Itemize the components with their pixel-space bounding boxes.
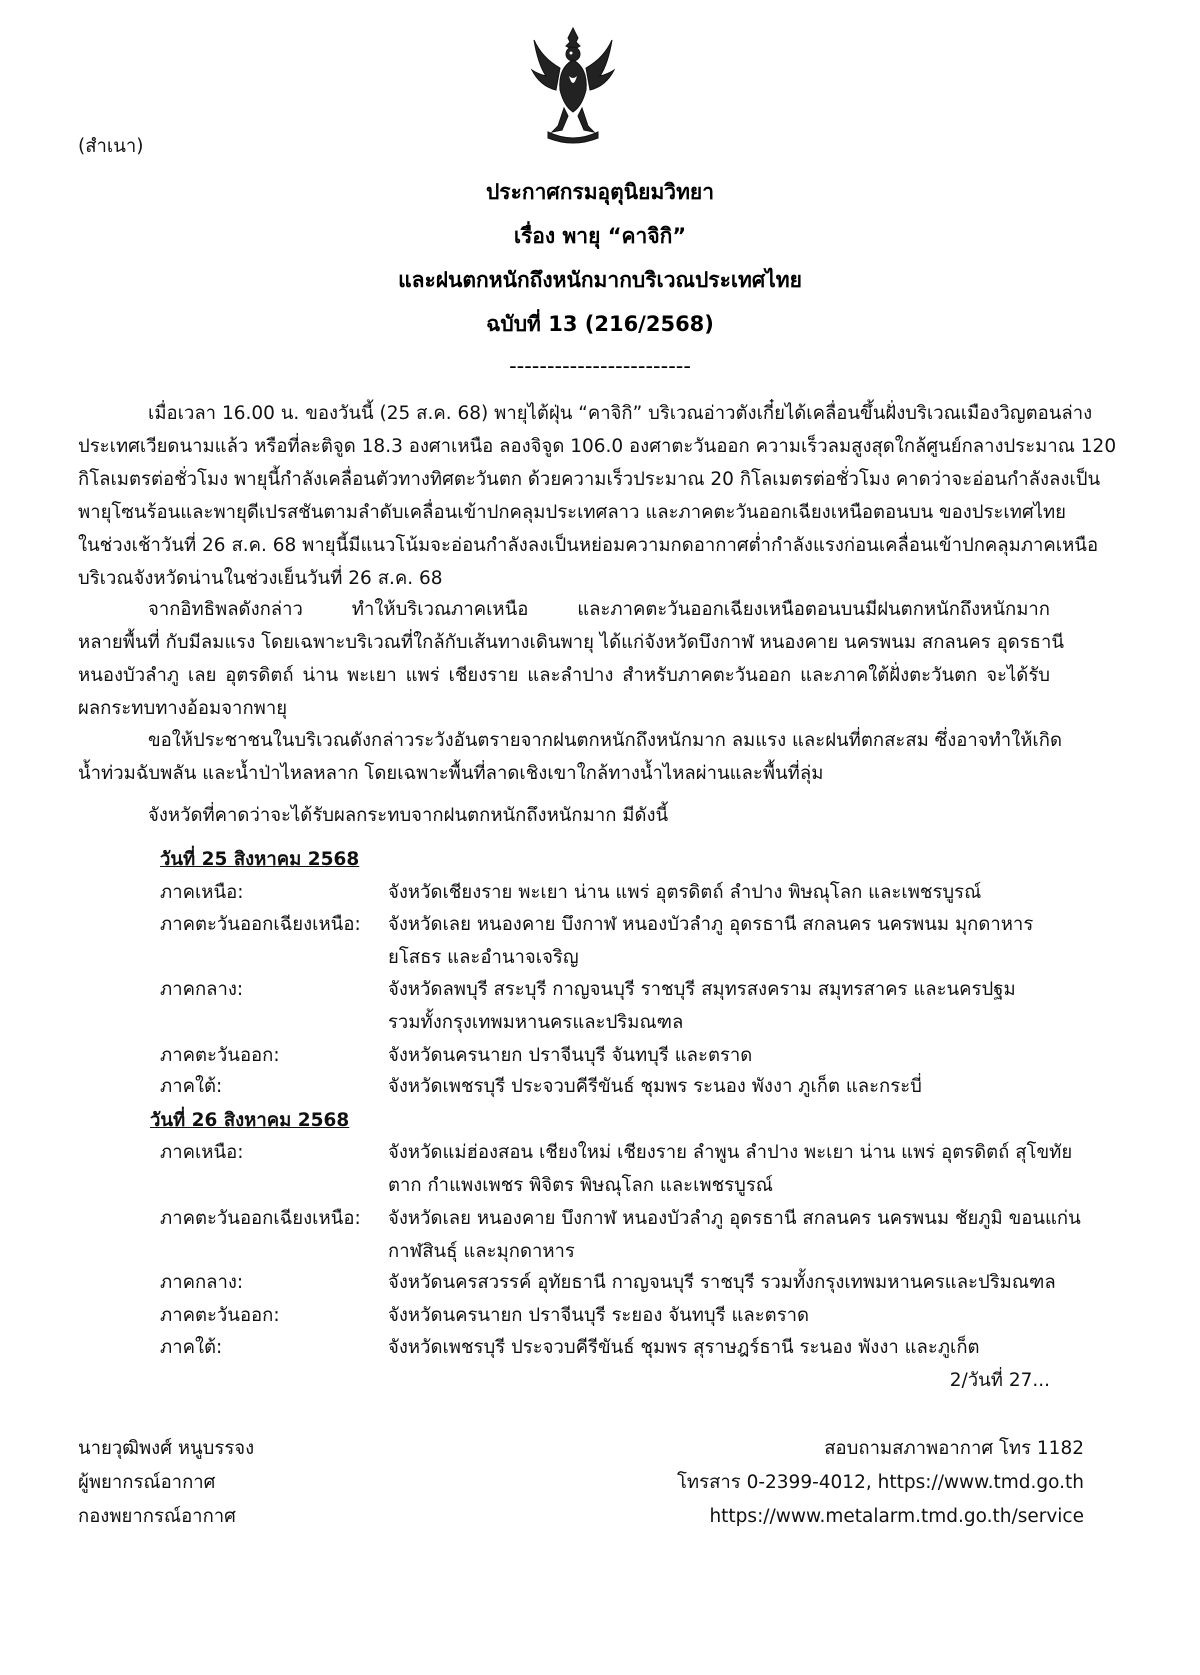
page-continuation: 2/วันที่ 27... (949, 1370, 1050, 1391)
province-line: จังหวัดนครสวรรค์ อุทัยธานี กาญจนบุรี ราชบุรี รวมทั้งกรุงเทพมหานครและปริมณฑล (388, 1272, 1056, 1293)
province-line: จังหวัดแม่ฮ่องสอน เชียงใหม่ เชียงราย ลำพูน ลำปาง พะเยา น่าน แพร่ อุตรดิตถ์ สุโขทัย (388, 1142, 1073, 1163)
signatory-division: กองพยากรณ์อากาศ (78, 1506, 236, 1527)
issue-number: ฉบับที่ 13 (216/2568) (486, 312, 714, 336)
province-list (388, 876, 981, 909)
paragraph-warning (78, 724, 1062, 790)
announcement-title: ประกาศกรมอุตุนิยมวิทยา (485, 180, 715, 204)
province-line: ตาก กำแพงเพชร พิจิตร พิษณุโลก และเพชรบูรณ์ (388, 1175, 773, 1196)
province-list (388, 1202, 1081, 1268)
province-list (388, 1070, 922, 1103)
garuda-emblem (528, 20, 618, 148)
province-line: จังหวัดลพบุรี สระบุรี กาญจนบุรี ราชบุรี สมุทรสงคราม สมุทรสาคร และนครปฐม (388, 979, 1016, 1000)
subject-line-2: และฝนตกหนักถึงหนักมากบริเวณประเทศไทย (398, 268, 802, 292)
paragraph-line: น้ำท่วมฉับพลัน และน้ำป่าไหลหลาก โดยเฉพาะพื้นที่ลาดเชิงเขาใกล้ทางน้ำไหลผ่านและพื้นที่ลุ่ม (78, 763, 824, 784)
region-label: ภาคใต้: (160, 1337, 223, 1358)
region-label: ภาคกลาง: (160, 1272, 244, 1293)
region-label: ภาคตะวันออก: (160, 1305, 280, 1326)
paragraph-line: ผลกระทบทางอ้อมจากพายุ (78, 698, 288, 719)
province-line: จังหวัดเชียงราย พะเยา น่าน แพร่ อุตรดิตถ์ ลำปาง พิษณุโลก และเพชรบูรณ์ (388, 882, 982, 903)
province-list (388, 908, 1033, 974)
contact-phone: สอบถามสภาพอากาศ โทร 1182 (824, 1438, 1084, 1459)
region-label: ภาคตะวันออก: (160, 1045, 280, 1066)
province-line: รวมทั้งกรุงเทพมหานครและปริมณฑล (388, 1012, 684, 1033)
paragraph-line: ในช่วงเช้าวันที่ 26 ส.ค. 68 พายุนี้มีแนวโน้มจะอ่อนกำลังลงเป็นหย่อมความกดอากาศต่ำกำลังแรงก่อนเคลื่อนเข้าปกคลุมภาคเหนือ (78, 535, 1099, 556)
region-label: ภาคกลาง: (160, 979, 244, 1000)
contact-service-link[interactable]: https://www.metalarm.tmd.go.th/service (709, 1506, 1084, 1527)
subject-line: เรื่อง พายุ “คาจิกิ” (513, 224, 687, 248)
paragraph-line: จากอิทธิพลดังกล่าว ทำให้บริเวณภาคเหนือ และภาคตะวันออกเฉียงเหนือตอนบนมีฝนตกหนักถึงหนักมาก (148, 599, 1050, 620)
province-list (388, 1266, 1056, 1299)
paragraph-line: เมื่อเวลา 16.00 น. ของวันนี้ (25 ส.ค. 68) พายุไต้ฝุ่น “คาจิกิ” บริเวณอ่าวตังเกี๋ยได้เคลื่อนขึ้นฝั่งบริเวณเมืองวิญตอนล่าง (148, 403, 1093, 424)
affected-provinces-intro: จังหวัดที่คาดว่าจะได้รับผลกระทบจากฝนตกหนักถึงหนักมาก มีดังนี้ (148, 805, 669, 826)
paragraph-line: หลายพื้นที่ กับมีลมแรง โดยเฉพาะบริเวณที่ใกล้กับเส้นทางเดินพายุ ได้แก่จังหวัดบึงกาฬ หนองคาย นครพนม สกลนคร อุดรธานี (78, 632, 1064, 653)
paragraph-line: บริเวณจังหวัดน่านในช่วงเย็นวันที่ 26 ส.ค. 68 (78, 568, 443, 589)
signatory-block (78, 1432, 254, 1534)
province-list (388, 1136, 1072, 1202)
province-line: จังหวัดเพชรบุรี ประจวบคีรีขันธ์ ชุมพร ระนอง พังงา ภูเก็ต และกระบี่ (388, 1076, 922, 1097)
paragraph-line: ขอให้ประชาชนในบริเวณดังกล่าวระวังอันตรายจากฝนตกหนักถึงหนักมาก ลมแรง และฝนที่ตกสะสม ซึ่งอาจทำให้เกิด (148, 730, 1062, 751)
province-line: จังหวัดนครนายก ปราจีนบุรี ระยอง จันทบุรี และตราด (388, 1305, 810, 1326)
region-label: ภาคตะวันออกเฉียงเหนือ: (160, 914, 361, 935)
province-list (388, 1299, 809, 1332)
paragraph-line: หนองบัวลำภู เลย อุตรดิตถ์ น่าน พะเยา แพร่ เชียงราย และลำปาง สำหรับภาคตะวันออก และภาคใต้ฝั่งตะวันตก จะได้รับ (78, 665, 1050, 686)
province-list (388, 1331, 980, 1364)
province-line: จังหวัดนครนายก ปราจีนบุรี จันทบุรี และตราด (388, 1045, 753, 1066)
province-line: จังหวัดเลย หนองคาย บึงกาฬ หนองบัวลำภู อุดรธานี สกลนคร นครพนม มุกดาหาร (388, 914, 1034, 935)
province-list (388, 973, 1016, 1039)
region-label: ภาคใต้: (160, 1076, 223, 1097)
signatory-position: ผู้พยากรณ์อากาศ (78, 1472, 216, 1493)
paragraph-line: กิโลเมตรต่อชั่วโมง พายุนี้กำลังเคลื่อนตัวทางทิศตะวันตก ด้วยความเร็วประมาณ 20 กิโลเมตรต่อชั่วโมง คาดว่าจะอ่อนกำลังลงเป็น (78, 469, 1101, 490)
forecast-date: วันที่ 26 สิงหาคม 2568 (150, 1110, 350, 1131)
signatory-name: นายวุฒิพงศ์ หนูบรรจง (78, 1438, 255, 1459)
copy-label: (สำเนา) (78, 136, 144, 157)
province-list (388, 1039, 752, 1072)
province-line: จังหวัดเพชรบุรี ประจวบคีรีขันธ์ ชุมพร สุราษฎร์ธานี ระนอง พังงา และภูเก็ต (388, 1337, 980, 1358)
paragraph-impact (78, 593, 1064, 725)
province-line: ยโสธร และอำนาจเจริญ (388, 947, 579, 968)
region-label: ภาคเหนือ: (160, 1142, 244, 1163)
province-line: จังหวัดเลย หนองคาย บึงกาฬ หนองบัวลำภู อุดรธานี สกลนคร นครพนม ชัยภูมิ ขอนแก่น (388, 1208, 1081, 1229)
title-rule: ------------------------ (509, 354, 691, 378)
province-line: กาฬสินธุ์ และมุกดาหาร (388, 1241, 575, 1262)
paragraph-line: ประเทศเวียดนามแล้ว หรือที่ละติจูด 18.3 องศาเหนือ ลองจิจูด 106.0 องศาตะวันออก ความเร็วลมสูงสุดใกล้ศูนย์กลางประมาณ 120 (78, 436, 1117, 457)
paragraph-storm-position (78, 397, 1117, 595)
region-label: ภาคตะวันออกเฉียงเหนือ: (160, 1208, 361, 1229)
region-label: ภาคเหนือ: (160, 882, 244, 903)
forecast-date: วันที่ 25 สิงหาคม 2568 (160, 849, 360, 870)
contact-fax-website[interactable]: โทรสาร 0-2399-4012, https://www.tmd.go.th (677, 1472, 1084, 1493)
contact-block (677, 1432, 1084, 1534)
paragraph-line: พายุโซนร้อนและพายุดีเปรสชันตามลำดับเคลื่อนเข้าปกคลุมประเทศลาว และภาคตะวันออกเฉียงเหนือตอนบน ของประเทศไทย (78, 502, 1067, 523)
